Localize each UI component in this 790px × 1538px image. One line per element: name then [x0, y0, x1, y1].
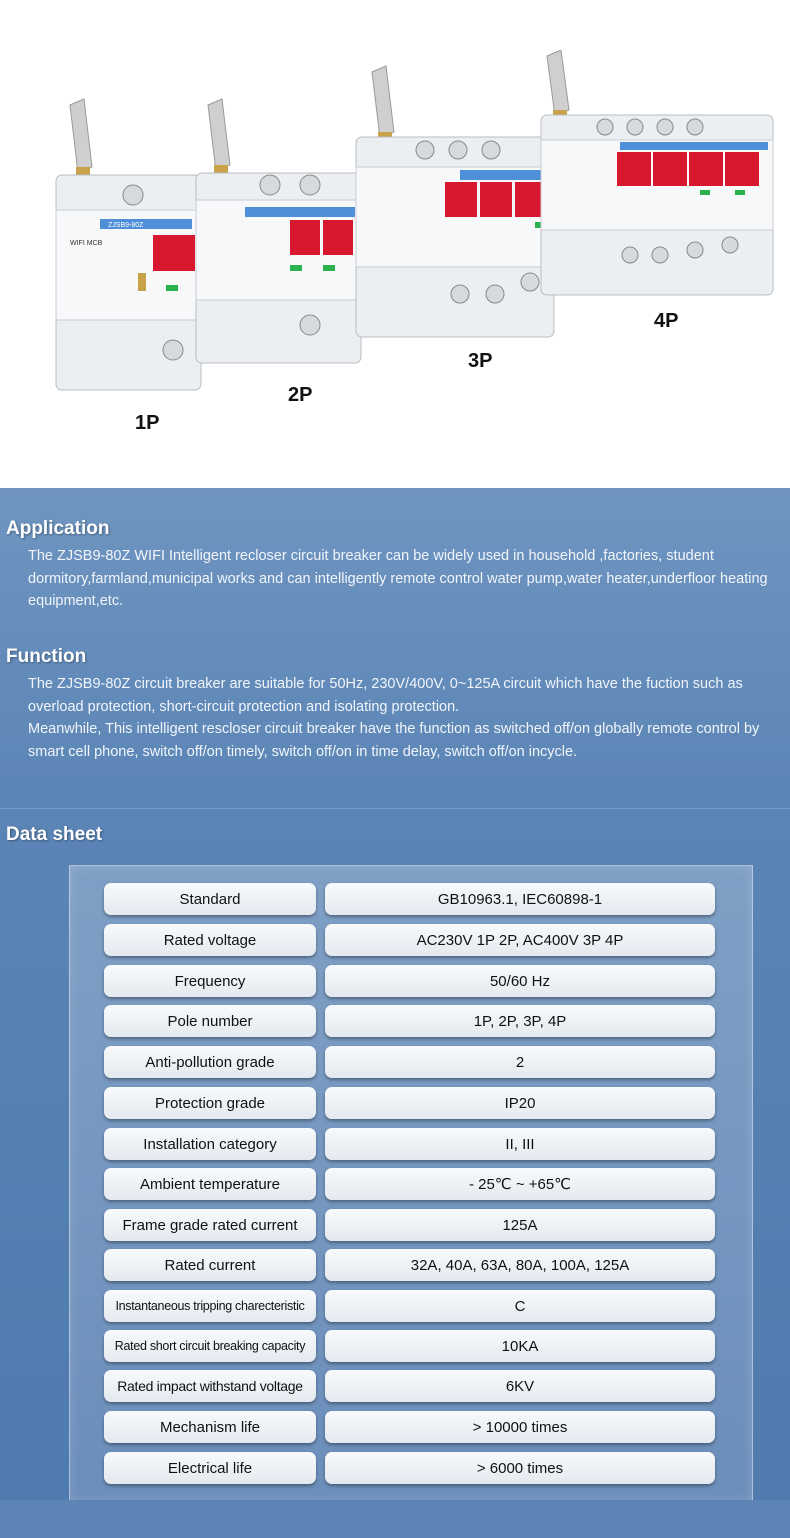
breaker-3p-image: [350, 62, 560, 347]
row-value: 50/60 Hz: [325, 965, 715, 997]
function-text-1: The ZJSB9-80Z circuit breaker are suitable for 50Hz, 230V/400V, 0~125A circuit which have the fuction such as overload protection, short-circuit protection and isolating protection.: [28, 676, 743, 715]
row-value: > 10000 times: [325, 1411, 715, 1443]
breaker-1p-image: [48, 95, 208, 400]
row-label: Rated voltage: [104, 924, 316, 956]
row-value: > 6000 times: [325, 1452, 715, 1484]
bottom-strip: [0, 1500, 790, 1538]
product-label-1p: 1P: [135, 412, 160, 434]
row-value: AC230V 1P 2P, AC400V 3P 4P: [325, 924, 715, 956]
row-label: Rated impact withstand voltage: [104, 1370, 316, 1402]
product-label-3p: 3P: [468, 350, 493, 372]
model-label: ZJSB9-80Z: [108, 222, 144, 229]
row-label: Pole number: [104, 1005, 316, 1037]
row-value: 6KV: [325, 1370, 715, 1402]
row-label: Standard: [104, 883, 316, 915]
function-text-2: Meanwhile, This intelligent rescloser circuit breaker have the function as switched off/on globally remote control by smart cell phone, switch off/on timely, switch off/on in time delay, switch off/on incycle.: [28, 721, 760, 760]
device-name-label: WIFI MCB: [70, 240, 103, 247]
row-value: GB10963.1, IEC60898-1: [325, 883, 715, 915]
row-label: Ambient temperature: [104, 1168, 316, 1200]
row-value: 32A, 40A, 63A, 80A, 100A, 125A: [325, 1249, 715, 1281]
row-value: 10KA: [325, 1330, 715, 1362]
row-value: - 25℃ ~ +65℃: [325, 1168, 715, 1200]
product-label-2p: 2P: [288, 384, 313, 406]
row-label: Installation category: [104, 1128, 316, 1160]
row-value: 1P, 2P, 3P, 4P: [325, 1005, 715, 1037]
row-value: 2: [325, 1046, 715, 1078]
row-label: Rated current: [104, 1249, 316, 1281]
row-label: Frequency: [104, 965, 316, 997]
application-text: The ZJSB9-80Z WIFI Intelligent recloser circuit breaker can be widely used in household ,factories, student dormitory,farmland,municipal works and can intelligently remote control water pump,water heater,underfloor heating equipment,etc.: [28, 548, 768, 609]
product-photo-area: [0, 0, 790, 488]
application-heading: Application: [6, 518, 110, 539]
section-divider: [0, 808, 790, 809]
breaker-4p-image: [535, 50, 780, 300]
row-label: Rated short circuit breaking capacity: [104, 1330, 316, 1362]
row-label: Anti-pollution grade: [104, 1046, 316, 1078]
row-label: Instantaneous tripping charecteristic: [104, 1290, 316, 1322]
row-value: II, III: [325, 1128, 715, 1160]
product-label-4p: 4P: [654, 310, 679, 332]
row-value: 125A: [325, 1209, 715, 1241]
row-label: Electrical life: [104, 1452, 316, 1484]
row-label: Mechanism life: [104, 1411, 316, 1443]
breaker-2p-image: [190, 85, 370, 375]
row-value: IP20: [325, 1087, 715, 1119]
datasheet-heading: Data sheet: [6, 824, 103, 845]
row-label: Frame grade rated current: [104, 1209, 316, 1241]
row-value: C: [325, 1290, 715, 1322]
function-heading: Function: [6, 646, 87, 667]
row-label: Protection grade: [104, 1087, 316, 1119]
